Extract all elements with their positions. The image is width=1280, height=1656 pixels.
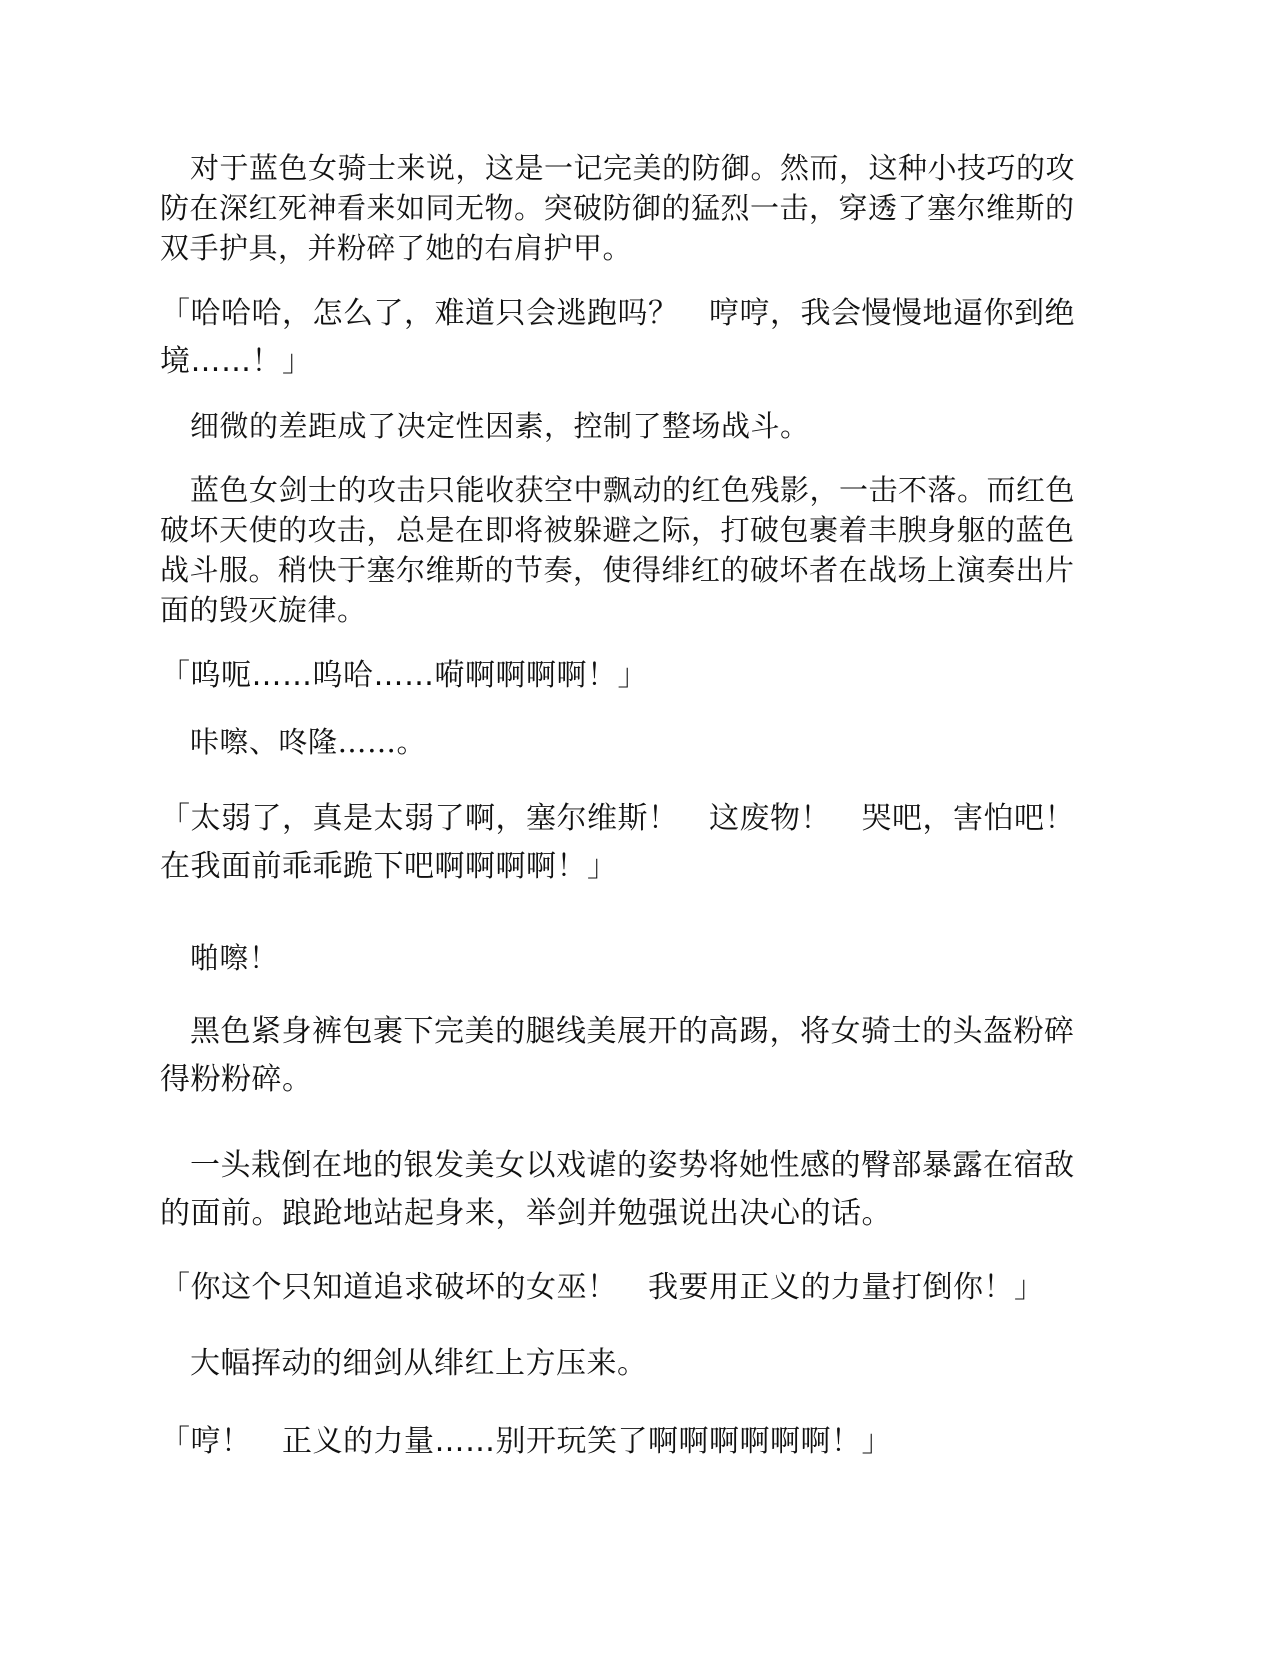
paragraph-dialogue: 「太弱了，真是太弱了啊，塞尔维斯！ 这废物！ 哭吧，害怕吧！在我面前乖乖跪下吧啊啊啊啊！」 (160, 801, 1075, 884)
paragraph-narration: 蓝色女剑士的攻击只能收获空中飘动的红色残影，一击不落。而红色破坏天使的攻击，总是在即将被躲避之际，打破包裹着丰腴身躯的蓝色战斗服。稍快于塞尔维斯的节奏，使得绯红的破坏者在战场上演奏出片面的毁灭旋律。 (160, 473, 1076, 627)
paragraph-dialogue: 「呜呃……呜哈……嗬啊啊啊啊！」 (160, 658, 648, 693)
paragraph-narration: 黑色紧身裤包裹下完美的腿线美展开的高踢，将女骑士的头盔粉碎得粉粉碎。 (160, 1014, 1075, 1097)
paragraph-narration: 一头栽倒在地的银发美女以戏谑的姿势将她性感的臀部暴露在宿敌的面前。踉跄地站起身来，举剑并勉强说出决心的话。 (160, 1148, 1075, 1231)
paragraph-narration: 大幅挥动的细剑从绯红上方压来。 (190, 1346, 648, 1381)
paragraph-dialogue: 「哼！ 正义的力量……别开玩笑了啊啊啊啊啊啊！」 (160, 1424, 892, 1459)
paragraph-narration: 咔嚓、咚隆……。 (190, 725, 427, 759)
paragraph-dialogue: 「你这个只知道追求破坏的女巫！ 我要用正义的力量打倒你！」 (160, 1270, 1045, 1305)
paragraph-narration: 对于蓝色女骑士来说，这是一记完美的防御。然而，这种小技巧的攻防在深红死神看来如同无物。突破防御的猛烈一击，穿透了塞尔维斯的双手护具，并粉碎了她的右肩护甲。 (160, 151, 1076, 265)
paragraph-narration: 啪嚓！ (190, 941, 279, 975)
paragraph-narration: 细微的差距成了决定性因素，控制了整场战斗。 (190, 409, 810, 443)
paragraph-dialogue: 「哈哈哈，怎么了，难道只会逃跑吗？ 哼哼，我会慢慢地逼你到绝境……！」 (160, 296, 1075, 379)
